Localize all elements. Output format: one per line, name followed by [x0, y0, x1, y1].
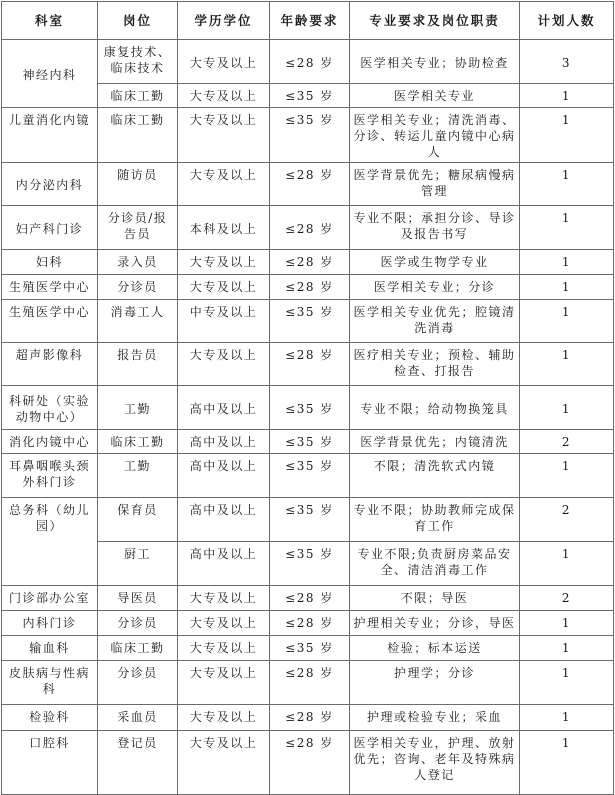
cell-duty: 医学相关专业；清洗消毒、分诊、转运儿童内镜中心病人	[350, 108, 520, 163]
cell-post: 录入员	[98, 250, 178, 275]
cell-education: 大专及以上	[178, 40, 270, 84]
cell-dept: 输血科	[2, 636, 98, 661]
cell-duty: 医疗相关专业；预检、辅助检查、打报告	[350, 343, 520, 386]
cell-dept: 耳鼻咽喉头颈外科门诊	[2, 454, 98, 498]
cell-age: ≤28 岁	[270, 206, 350, 250]
cell-age: ≤35 岁	[270, 84, 350, 108]
cell-duty: 不限；清洗软式内镜	[350, 454, 520, 498]
cell-duty: 医学或生物学专业	[350, 250, 520, 275]
cell-age: ≤28 岁	[270, 275, 350, 300]
cell-count: 1	[520, 386, 614, 430]
cell-post: 工勤	[98, 386, 178, 430]
cell-post: 分诊员	[98, 661, 178, 705]
cell-age: ≤28 岁	[270, 586, 350, 611]
cell-education: 大专及以上	[178, 275, 270, 300]
cell-post: 临床工勤	[98, 108, 178, 163]
table-row	[2, 163, 614, 206]
cell-dept: 妇产科门诊	[2, 206, 98, 250]
cell-post: 临床工勤	[98, 430, 178, 454]
cell-age: ≤28 岁	[270, 343, 350, 386]
cell-duty: 医学相关专业，护理、放射优先；咨询、老年及特殊病人登记	[350, 731, 520, 795]
cell-duty: 医学背景优先；内镜清洗	[350, 430, 520, 454]
cell-education: 中专及以上	[178, 300, 270, 343]
cell-count: 1	[520, 611, 614, 636]
cell-duty: 护理学；分诊	[350, 661, 520, 705]
cell-dept: 儿童消化内镜	[2, 108, 98, 163]
cell-education: 大专及以上	[178, 661, 270, 705]
cell-age: ≤28 岁	[270, 163, 350, 206]
table-row	[2, 498, 614, 542]
cell-dept: 检验科	[2, 705, 98, 731]
table-row	[2, 705, 614, 731]
cell-count: 1	[520, 206, 614, 250]
table-row	[2, 611, 614, 636]
cell-dept: 内分泌内科	[2, 163, 98, 206]
cell-post: 厨工	[98, 542, 178, 586]
cell-post: 分诊员	[98, 611, 178, 636]
cell-duty: 医学相关专业	[350, 84, 520, 108]
cell-count: 1	[520, 108, 614, 163]
cell-duty: 医学相关专业优先；腔镜清洗消毒	[350, 300, 520, 343]
table-row	[2, 40, 614, 84]
cell-duty: 检验；标本运送	[350, 636, 520, 661]
cell-count: 1	[520, 163, 614, 206]
cell-age: ≤35 岁	[270, 430, 350, 454]
cell-dept: 妇科	[2, 250, 98, 275]
cell-count: 1	[520, 731, 614, 795]
table-row	[2, 636, 614, 661]
cell-dept: 生殖医学中心	[2, 300, 98, 343]
table-row	[2, 206, 614, 250]
cell-count: 3	[520, 40, 614, 84]
cell-dept: 内科门诊	[2, 611, 98, 636]
cell-count: 2	[520, 586, 614, 611]
header-age: 年龄要求	[270, 2, 350, 40]
table-row	[2, 275, 614, 300]
cell-age: ≤35 岁	[270, 454, 350, 498]
cell-age: ≤35 岁	[270, 498, 350, 542]
cell-dept: 生殖医学中心	[2, 275, 98, 300]
cell-age: ≤35 岁	[270, 386, 350, 430]
cell-count: 1	[520, 343, 614, 386]
cell-dept: 总务科（幼儿园）	[2, 498, 98, 586]
table-row	[2, 108, 614, 163]
cell-post: 分诊员/报告员	[98, 206, 178, 250]
table-row	[2, 661, 614, 705]
table-row	[2, 430, 614, 454]
cell-count: 1	[520, 542, 614, 586]
cell-age: ≤28 岁	[270, 40, 350, 84]
cell-education: 高中及以上	[178, 430, 270, 454]
cell-dept: 皮肤病与性病科	[2, 661, 98, 705]
cell-dept: 神经内科	[2, 40, 98, 108]
cell-post: 报告员	[98, 343, 178, 386]
cell-count: 1	[520, 454, 614, 498]
cell-education: 大专及以上	[178, 343, 270, 386]
cell-count: 1	[520, 300, 614, 343]
cell-count: 1	[520, 275, 614, 300]
cell-education: 大专及以上	[178, 731, 270, 795]
cell-age: ≤28 岁	[270, 731, 350, 795]
header-duty: 专业要求及岗位职责	[350, 2, 520, 40]
cell-post: 消毒工人	[98, 300, 178, 343]
cell-count: 1	[520, 705, 614, 731]
cell-duty: 护理相关专业；分诊，导医	[350, 611, 520, 636]
cell-count: 1	[520, 84, 614, 108]
cell-education: 大专及以上	[178, 586, 270, 611]
cell-age: ≤35 岁	[270, 542, 350, 586]
cell-post: 登记员	[98, 731, 178, 795]
cell-post: 工勤	[98, 454, 178, 498]
cell-duty: 专业不限；给动物换笼具	[350, 386, 520, 430]
cell-education: 大专及以上	[178, 108, 270, 163]
cell-age: ≤35 岁	[270, 300, 350, 343]
table-row	[2, 343, 614, 386]
cell-duty: 专业不限；承担分诊、导诊及报告书写	[350, 206, 520, 250]
table-row	[2, 250, 614, 275]
cell-age: ≤28 岁	[270, 705, 350, 731]
cell-education: 高中及以上	[178, 454, 270, 498]
cell-post: 随访员	[98, 163, 178, 206]
cell-age: ≤35 岁	[270, 636, 350, 661]
cell-dept: 口腔科	[2, 731, 98, 795]
table-row	[2, 454, 614, 498]
header-dept: 科室	[2, 2, 98, 40]
header-count: 计划人数	[520, 2, 614, 40]
cell-education: 大专及以上	[178, 163, 270, 206]
cell-dept: 超声影像科	[2, 343, 98, 386]
cell-post: 采血员	[98, 705, 178, 731]
cell-education: 大专及以上	[178, 250, 270, 275]
header-row	[2, 2, 614, 40]
cell-post: 临床工勤	[98, 636, 178, 661]
cell-age: ≤28 岁	[270, 611, 350, 636]
cell-duty: 医学背景优先；糖尿病慢病管理	[350, 163, 520, 206]
cell-count: 1	[520, 250, 614, 275]
cell-education: 大专及以上	[178, 611, 270, 636]
cell-dept: 消化内镜中心	[2, 430, 98, 454]
cell-education: 大专及以上	[178, 636, 270, 661]
cell-education: 高中及以上	[178, 498, 270, 542]
cell-education: 大专及以上	[178, 84, 270, 108]
cell-dept: 科研处（实验动物中心）	[2, 386, 98, 430]
recruitment-table	[1, 1, 614, 795]
cell-education: 高中及以上	[178, 542, 270, 586]
cell-age: ≤28 岁	[270, 250, 350, 275]
cell-count: 2	[520, 498, 614, 542]
cell-post: 康复技术、临床技术	[98, 40, 178, 84]
cell-count: 2	[520, 430, 614, 454]
header-post: 岗位	[98, 2, 178, 40]
cell-duty: 医学相关专业；协助检查	[350, 40, 520, 84]
cell-count: 1	[520, 661, 614, 705]
cell-post: 保育员	[98, 498, 178, 542]
cell-post: 分诊员	[98, 275, 178, 300]
cell-dept: 门诊部办公室	[2, 586, 98, 611]
header-education: 学历学位	[178, 2, 270, 40]
cell-age: ≤35 岁	[270, 108, 350, 163]
cell-duty: 不限；导医	[350, 586, 520, 611]
table-row	[2, 300, 614, 343]
cell-post: 临床工勤	[98, 84, 178, 108]
cell-education: 大专及以上	[178, 705, 270, 731]
cell-duty: 护理或检验专业；采血	[350, 705, 520, 731]
cell-duty: 医学相关专业；分诊	[350, 275, 520, 300]
table-row	[2, 586, 614, 611]
table-row	[2, 386, 614, 430]
cell-count: 1	[520, 636, 614, 661]
cell-duty: 专业不限；协助教师完成保育工作	[350, 498, 520, 542]
cell-post: 导医员	[98, 586, 178, 611]
cell-age: ≤28 岁	[270, 661, 350, 705]
cell-education: 本科及以上	[178, 206, 270, 250]
cell-education: 高中及以上	[178, 386, 270, 430]
table-row	[2, 731, 614, 795]
cell-duty: 专业不限;负责厨房菜品安全、清洁消毒工作	[350, 542, 520, 586]
